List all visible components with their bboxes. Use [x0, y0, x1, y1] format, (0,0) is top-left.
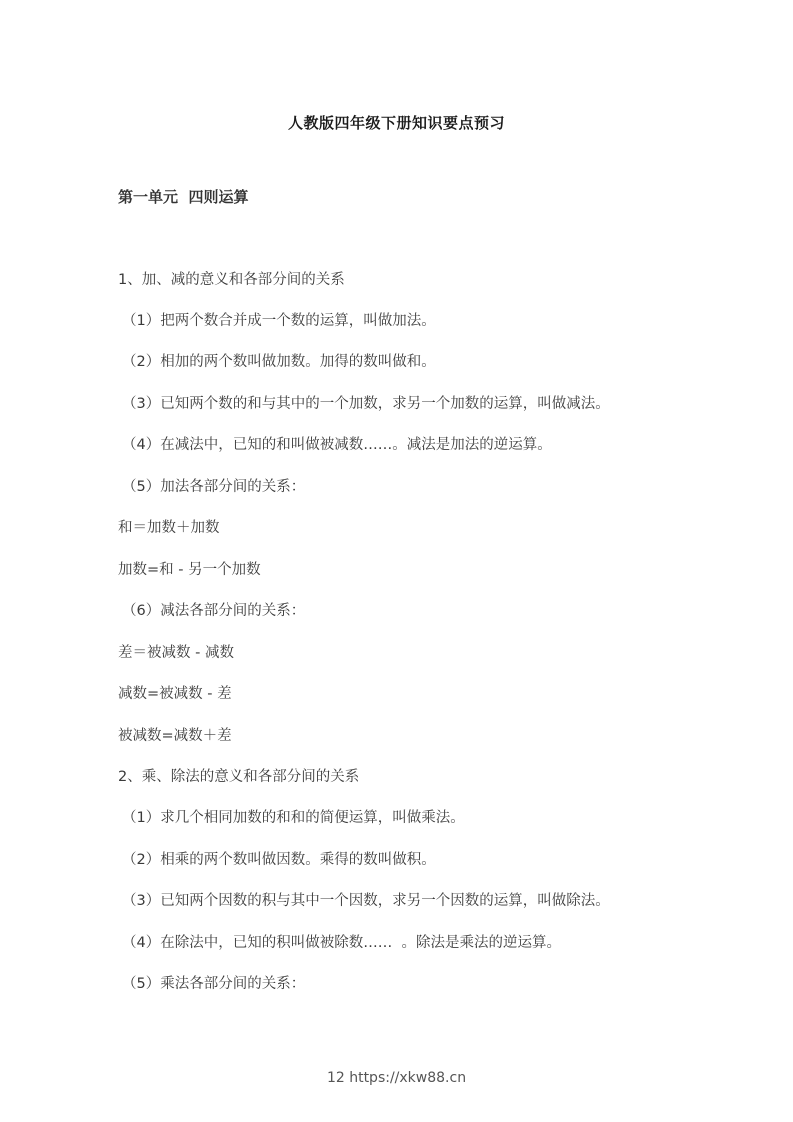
list-item: （2）相乘的两个数叫做因数。乘得的数叫做积。 [122, 852, 436, 868]
list-item: （1）把两个数合并成一个数的运算，叫做加法。 [122, 313, 436, 329]
list-item: （3）已知两个因数的积与其中一个因数，求另一个因数的运算，叫做除法。 [122, 893, 610, 909]
list-item: （5）乘法各部分间的关系： [122, 976, 306, 992]
list-item: （5）加法各部分间的关系： [122, 479, 306, 495]
section-heading-2: 2、乘、除法的意义和各部分间的关系 [118, 769, 360, 785]
list-item: （2）相加的两个数叫做加数。加得的数叫做和。 [122, 354, 436, 370]
formula-line: 被减数=减数＋差 [118, 728, 232, 744]
page-footer: 12 https://xkw88.cn [326, 1070, 467, 1086]
formula-line: 和＝加数＋加数 [118, 520, 220, 536]
list-item: （4）在除法中，已知的积叫做被除数…… 。除法是乘法的逆运算。 [122, 935, 561, 951]
unit-heading: 第一单元 四则运算 [118, 188, 249, 206]
formula-line: 减数=被减数 - 差 [118, 686, 232, 702]
list-item: （3）已知两个数的和与其中的一个加数，求另一个加数的运算，叫做减法。 [122, 396, 610, 412]
list-item: （4）在减法中，已知的和叫做被减数……。减法是加法的逆运算。 [122, 437, 552, 453]
section-heading-1: 1、加、减的意义和各部分间的关系 [118, 272, 345, 288]
formula-line: 差＝被减数 - 减数 [118, 645, 234, 661]
list-item: （1）求几个相同加数的和和的简便运算，叫做乘法。 [122, 810, 465, 826]
document-title: 人教版四年级下册知识要点预习 [287, 114, 505, 132]
formula-line: 加数=和 - 另一个加数 [118, 562, 261, 578]
list-item: （6）减法各部分间的关系： [122, 603, 306, 619]
